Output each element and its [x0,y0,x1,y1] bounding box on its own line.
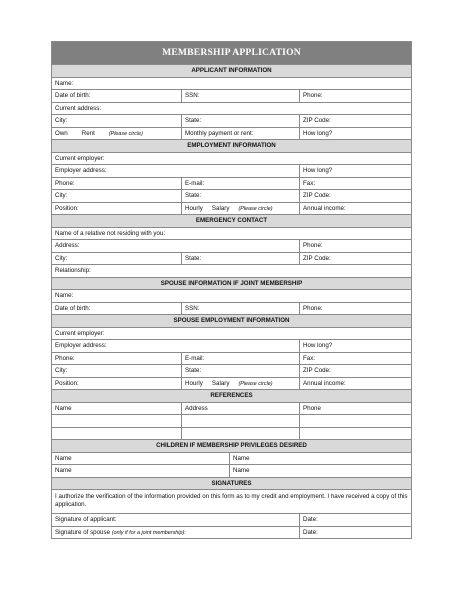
row-relationship [52,264,411,277]
reference-1-name[interactable] [52,415,181,427]
employer-zip-field[interactable]: ZIP Code: [299,190,411,202]
pay-type-field[interactable] [181,203,299,215]
spouse-employer-zip-field[interactable]: ZIP Code: [299,365,411,377]
relative-name-field[interactable]: Name of a relative not residing with you: [55,229,166,237]
reference-phone-header: Phone [299,403,411,415]
spouse-phone-field[interactable]: Phone: [299,303,411,315]
row-employer [52,152,411,165]
authorization-statement: I authorize the verification of the information provided on this form as to my credit and employment. I have received a copy of this application. [55,493,408,508]
row-applicant-signature [52,513,411,526]
section-applicant-information: APPLICANT INFORMATION [52,64,411,77]
row-employer-position [52,202,411,215]
child-4-name-field[interactable]: Name [229,465,411,477]
hourly-option[interactable]: Hourly [185,379,203,387]
section-emergency-contact: EMERGENCY CONTACT [52,214,411,227]
employer-address-field[interactable]: Employer address: [55,167,107,174]
applicant-phone-field[interactable]: Phone: [299,90,411,102]
row-spouse-employer-city [52,364,411,377]
section-children: CHILDREN IF MEMBERSHIP PRIVILEGES DESIRED [52,439,411,452]
applicant-dob-field[interactable]: Date of birth: [55,92,91,99]
applicant-zip-field[interactable]: ZIP Code: [299,115,411,127]
row-employer-contact [52,177,411,190]
relationship-field[interactable]: Relationship: [55,267,91,274]
spouse-position-field[interactable]: Position: [55,379,79,387]
section-references: REFERENCES [52,389,411,402]
row-relative-city [52,252,411,265]
spouse-employer-field[interactable]: Current employer: [55,329,105,337]
child-2-name-field[interactable]: Name [229,453,411,465]
please-circle-note: (Please circle) [238,205,273,212]
relative-phone-field[interactable]: Phone: [299,240,411,252]
spouse-employer-how-long-field[interactable]: How long? [299,340,411,352]
spouse-employer-city-field[interactable]: City: [55,367,68,374]
applicant-signature-date-field[interactable]: Date: [299,514,411,526]
spouse-pay-type-field[interactable] [181,378,299,390]
spouse-employer-fax-field[interactable]: Fax: [299,353,411,365]
section-employment-information: EMPLOYMENT INFORMATION [52,139,411,152]
row-references-header [52,402,411,415]
row-reference-1 [52,414,411,427]
applicant-name-field[interactable]: Name: [55,79,74,87]
reference-2-phone[interactable] [299,428,411,440]
reference-address-header: Address [181,403,299,415]
relative-zip-field[interactable]: ZIP Code: [299,253,411,265]
row-spouse-employer [52,327,411,340]
spouse-employer-state-field[interactable]: State: [181,365,299,377]
employer-state-field[interactable]: State: [181,190,299,202]
row-spouse-dob [52,302,411,315]
spouse-employer-email-field[interactable]: E-mail: [181,353,299,365]
spouse-annual-income-field[interactable]: Annual income: [299,378,411,390]
annual-income-field[interactable]: Annual income: [299,203,411,215]
spouse-employer-address-field[interactable]: Employer address: [55,342,107,349]
row-spouse-name [52,289,411,302]
applicant-signature-field[interactable]: Signature of applicant: [55,516,117,523]
row-employer-address [52,164,411,177]
applicant-how-long-field[interactable]: How long? [299,128,411,140]
relative-address-field[interactable]: Address: [55,242,80,249]
row-applicant-housing [52,127,411,140]
child-1-name-field[interactable]: Name [55,454,72,462]
row-spouse-employer-contact [52,352,411,365]
employer-how-long-field[interactable]: How long? [299,165,411,177]
reference-2-name[interactable] [52,428,181,440]
applicant-address-field[interactable]: Current address: [55,104,102,112]
employer-city-field[interactable]: City: [55,192,68,199]
salary-option[interactable]: Salary [211,204,230,212]
child-3-name-field[interactable]: Name [55,467,72,474]
please-circle-note: (Please circle) [108,130,143,137]
applicant-own-rent-field[interactable] [52,128,181,140]
spouse-signature-date-field[interactable]: Date: [299,527,411,539]
reference-1-phone[interactable] [299,415,411,427]
row-children-2 [52,464,411,477]
section-signatures: SIGNATURES [52,477,411,490]
please-circle-note: (Please circle) [238,380,273,387]
spouse-signature-field[interactable] [52,527,299,539]
spouse-ssn-field[interactable]: SSN: [181,303,299,315]
salary-option[interactable]: Salary [211,379,230,387]
row-applicant-city [52,114,411,127]
applicant-ssn-field[interactable]: SSN: [181,90,299,102]
relative-state-field[interactable]: State: [181,253,299,265]
row-applicant-dob [52,89,411,102]
spouse-employer-phone-field[interactable]: Phone: [55,354,75,362]
relative-city-field[interactable]: City: [55,254,68,262]
employer-email-field[interactable]: E-mail: [181,178,299,190]
section-spouse-employment: SPOUSE EMPLOYMENT INFORMATION [52,314,411,327]
own-option[interactable]: Own [55,129,68,137]
position-field[interactable]: Position: [55,204,79,212]
form-title: MEMBERSHIP APPLICATION [52,42,411,64]
spouse-signature-label: Signature of spouse [55,528,111,536]
applicant-payment-field[interactable]: Monthly payment or rent: [181,128,299,140]
spouse-dob-field[interactable]: Date of birth: [55,304,91,312]
hourly-option[interactable]: Hourly [185,204,203,212]
applicant-state-field[interactable]: State: [181,115,299,127]
reference-name-header: Name [55,404,72,412]
applicant-city-field[interactable]: City: [55,117,68,124]
row-reference-2 [52,427,411,440]
row-employer-city [52,189,411,202]
row-spouse-employer-address [52,339,411,352]
row-authorization [52,489,411,513]
joint-membership-note: (only if for a joint membership): [111,529,186,536]
row-spouse-signature [52,526,411,539]
employer-field[interactable]: Current employer: [55,154,105,162]
employer-fax-field[interactable]: Fax: [299,178,411,190]
row-applicant-address [52,102,411,115]
rent-option[interactable]: Rent [81,129,95,137]
membership-application-form [51,41,412,539]
reference-2-address[interactable] [181,428,299,440]
spouse-name-field[interactable]: Name: [55,292,74,299]
row-relative-address [52,239,411,252]
section-spouse-information: SPOUSE INFORMATION IF JOINT MEMBERSHIP [52,277,411,290]
row-children-1 [52,452,411,465]
row-spouse-position [52,377,411,390]
employer-phone-field[interactable]: Phone: [55,179,75,187]
row-applicant-name [52,77,411,90]
reference-1-address[interactable] [181,415,299,427]
row-relative-name [52,227,411,240]
